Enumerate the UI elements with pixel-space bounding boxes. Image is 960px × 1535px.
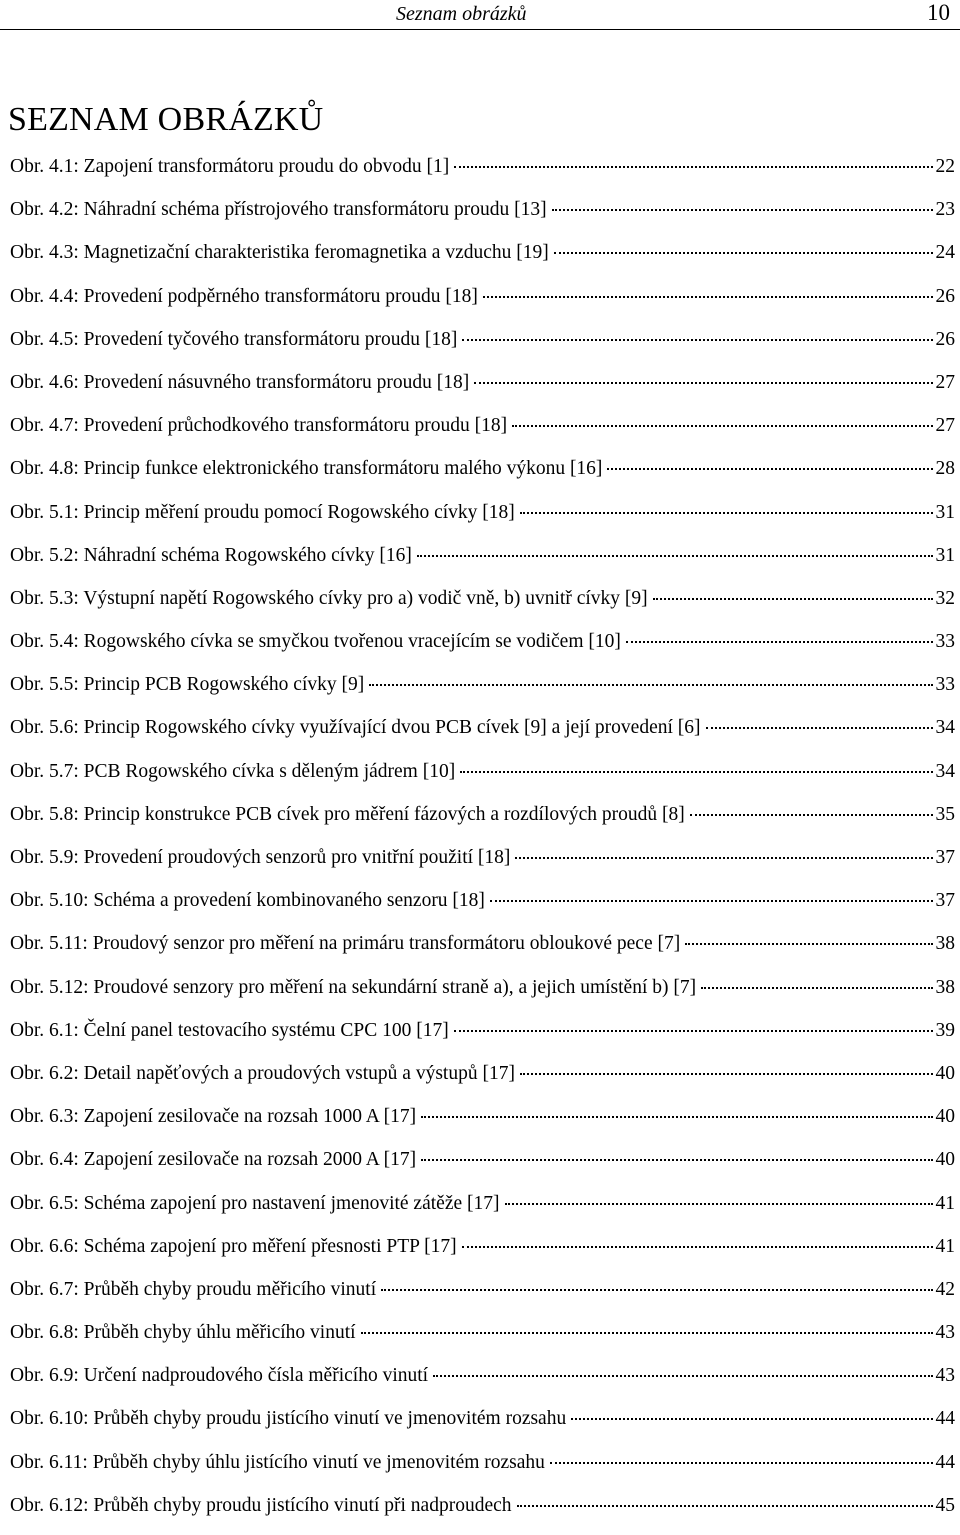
figure-entry-label: Obr. 5.9: Provedení proudových senzorů pro vnitřní použití [18] (10, 847, 511, 868)
figure-entry-page-number: 31 (935, 544, 955, 566)
dot-leader (550, 1461, 933, 1464)
dot-leader (517, 1504, 933, 1507)
figure-entry[interactable] (10, 1362, 955, 1405)
dot-leader (520, 511, 933, 514)
figure-entry[interactable] (10, 1103, 955, 1146)
dot-leader (552, 208, 933, 211)
dot-leader (483, 295, 933, 298)
figure-entry[interactable] (10, 628, 955, 671)
figure-entry[interactable] (10, 455, 955, 498)
figure-entry-page-number: 43 (935, 1365, 955, 1387)
figure-entry-page-number: 26 (935, 285, 955, 307)
figure-entry-page-number: 26 (935, 328, 955, 350)
figure-entry[interactable] (10, 283, 955, 326)
dot-leader (607, 467, 932, 470)
figure-entry-label: Obr. 4.7: Provedení průchodkového transformátoru proudu [18] (10, 415, 508, 437)
figure-entry-label: Obr. 6.2: Detail napěťových a proudových vstupů a výstupů [17] (10, 1062, 515, 1084)
figure-entry[interactable] (10, 1405, 955, 1448)
figure-entry[interactable] (10, 887, 955, 930)
figure-entry[interactable] (10, 1146, 955, 1189)
dot-leader (474, 381, 932, 384)
dot-leader (554, 251, 933, 254)
dot-leader (460, 770, 932, 773)
list-of-figures (10, 153, 955, 1535)
dot-leader (653, 597, 933, 600)
dot-leader (515, 856, 932, 859)
dot-leader (490, 899, 933, 902)
running-header-title: Seznam obrázků (396, 3, 527, 25)
figure-entry-label: Obr. 5.8: Princip konstrukce PCB cívek pro měření fázových a rozdílových proudů [8] (10, 803, 685, 825)
dot-leader (520, 1072, 933, 1075)
page-header (0, 0, 960, 30)
figure-entry-page-number: 44 (935, 1408, 955, 1430)
figure-entry-label: Obr. 6.5: Schéma zapojení pro nastavení jmenovité zátěže [17] (10, 1192, 500, 1214)
dot-leader (433, 1374, 932, 1377)
figure-entry-page-number: 44 (935, 1451, 955, 1473)
figure-entry-label: Obr. 6.4: Zapojení zesilovače na rozsah 2000 A [17] (10, 1149, 417, 1171)
dot-leader (685, 942, 932, 945)
figure-entry[interactable] (10, 239, 955, 282)
figure-entry-label: Obr. 5.3: Výstupní napětí Rogowského cívky pro a) vodič vně, b) uvnitř cívky [9] (10, 587, 648, 609)
figure-entry-label: Obr. 5.10: Schéma a provedení kombinovaného senzoru [18] (10, 890, 485, 912)
figure-entry-label: Obr. 6.11: Průběh chyby úhlu jistícího vinutí ve jmenovitém rozsahu (10, 1451, 545, 1473)
figure-entry-label: Obr. 5.2: Náhradní schéma Rogowského cívky [16] (10, 544, 412, 566)
dot-leader (505, 1202, 933, 1205)
dot-leader (706, 726, 933, 729)
dot-leader (417, 554, 933, 557)
figure-entry-label: Obr. 6.3: Zapojení zesilovače na rozsah 1000 A [17] (10, 1106, 417, 1128)
figure-entry-label: Obr. 4.1: Zapojení transformátoru proudu do obvodu [1] (10, 156, 450, 177)
figure-entry-page-number: 34 (935, 717, 955, 739)
figure-entry-page-number: 40 (935, 1106, 955, 1128)
figure-entry[interactable] (10, 758, 955, 801)
dot-leader (626, 640, 933, 643)
figure-entry-label: Obr. 5.7: PCB Rogowského cívka s děleným jádrem [10] (10, 760, 456, 782)
dot-leader (462, 1245, 933, 1248)
dot-leader (361, 1331, 933, 1334)
figure-entry-label: Obr. 6.6: Schéma zapojení pro měření přesnosti PTP [17] (10, 1235, 457, 1257)
page-number: 10 (927, 0, 950, 25)
dot-leader (701, 986, 932, 989)
figure-entry-label: Obr. 6.12: Průběh chyby proudu jistícího vinutí při nadproudech (10, 1494, 512, 1516)
figure-entry[interactable] (10, 930, 955, 973)
dot-leader (512, 424, 932, 427)
figure-entry-page-number: 27 (935, 415, 955, 437)
dot-leader (571, 1417, 932, 1420)
figure-entry-page-number: 39 (935, 1019, 955, 1041)
figure-entry-page-number: 41 (935, 1235, 955, 1257)
figure-entry-page-number: 40 (935, 1062, 955, 1084)
figure-entry-page-number: 37 (935, 847, 955, 868)
figure-entry-label: Obr. 5.4: Rogowského cívka se smyčkou tvořenou vracejícím se vodičem [10] (10, 631, 621, 653)
figure-entry[interactable] (10, 974, 955, 1017)
figure-entry[interactable] (10, 196, 955, 239)
figure-entry[interactable] (10, 1060, 955, 1103)
figure-entry[interactable] (10, 153, 955, 196)
figure-entry-page-number: 38 (935, 933, 955, 955)
dot-leader (421, 1115, 932, 1118)
figure-entry-label: Obr. 6.9: Určení nadproudového čísla měřicího vinutí (10, 1365, 429, 1387)
figure-entry-label: Obr. 5.1: Princip měření proudu pomocí Rogowského cívky [18] (10, 501, 515, 523)
dot-leader (369, 683, 932, 686)
figure-entry-page-number: 31 (935, 501, 955, 523)
figure-entry-page-number: 38 (935, 976, 955, 998)
figure-entry[interactable] (10, 542, 955, 585)
figure-entry-page-number: 40 (935, 1149, 955, 1171)
figure-entry-label: Obr. 5.11: Proudový senzor pro měření na primáru transformátoru obloukové pece [7] (10, 933, 681, 955)
figure-entry-label: Obr. 4.4: Provedení podpěrného transformátoru proudu [18] (10, 285, 478, 307)
figure-entry-page-number: 33 (935, 631, 955, 653)
figure-entry[interactable] (10, 412, 955, 455)
figure-entry[interactable] (10, 1492, 955, 1535)
figure-entry[interactable] (10, 1233, 955, 1276)
figure-entry-page-number: 35 (935, 803, 955, 825)
figure-entry-label: Obr. 5.6: Princip Rogowského cívky využívající dvou PCB cívek [9] a její provedení [6] (10, 717, 701, 739)
figure-entry-page-number: 45 (935, 1494, 955, 1516)
figure-entry[interactable] (10, 1276, 955, 1319)
dot-leader (462, 338, 932, 341)
figure-entry-label: Obr. 4.3: Magnetizační charakteristika feromagnetika a vzduchu [19] (10, 242, 549, 264)
figure-entry-page-number: 23 (935, 199, 955, 221)
list-of-figures-heading: SEZNAM OBRÁZKŮ (8, 101, 324, 138)
figure-entry-page-number: 27 (935, 371, 955, 393)
figure-entry-label: Obr. 4.6: Provedení násuvného transformátoru proudu [18] (10, 371, 470, 393)
figure-entry-page-number: 22 (935, 156, 955, 177)
figure-entry[interactable] (10, 671, 955, 714)
figure-entry-page-number: 28 (935, 458, 955, 480)
dot-leader (454, 1029, 933, 1032)
figure-entry-page-number: 34 (935, 760, 955, 782)
figure-entry-page-number: 43 (935, 1322, 955, 1344)
figure-entry[interactable] (10, 714, 955, 757)
figure-entry-label: Obr. 4.5: Provedení tyčového transformátoru proudu [18] (10, 328, 458, 350)
figure-entry[interactable] (10, 585, 955, 628)
figure-entry[interactable] (10, 499, 955, 542)
figure-entry[interactable] (10, 326, 955, 369)
figure-entry[interactable] (10, 1017, 955, 1060)
figure-entry-page-number: 37 (935, 890, 955, 912)
dot-leader (421, 1158, 932, 1161)
dot-leader (381, 1288, 932, 1291)
dot-leader (454, 165, 932, 168)
figure-entry-label: Obr. 6.8: Průběh chyby úhlu měřicího vinutí (10, 1322, 356, 1344)
figure-entry-label: Obr. 5.5: Princip PCB Rogowského cívky [9] (10, 674, 365, 696)
figure-entry[interactable] (10, 1190, 955, 1233)
figure-entry-page-number: 41 (935, 1192, 955, 1214)
figure-entry-label: Obr. 4.2: Náhradní schéma přístrojového transformátoru proudu [13] (10, 199, 547, 221)
figure-entry-page-number: 32 (935, 587, 955, 609)
figure-entry-label: Obr. 4.8: Princip funkce elektronického transformátoru malého výkonu [16] (10, 458, 603, 480)
figure-entry[interactable] (10, 801, 955, 844)
figure-entry-label: Obr. 6.10: Průběh chyby proudu jistícího vinutí ve jmenovitém rozsahu (10, 1408, 567, 1430)
figure-entry-label: Obr. 5.12: Proudové senzory pro měření na sekundární straně a), a jejich umístění b) [7] (10, 976, 697, 998)
figure-entry[interactable] (10, 844, 955, 887)
figure-entry[interactable] (10, 369, 955, 412)
figure-entry-label: Obr. 6.1: Čelní panel testovacího systému CPC 100 [17] (10, 1019, 449, 1041)
figure-entry-label: Obr. 6.7: Průběh chyby proudu měřicího vinutí (10, 1278, 377, 1300)
dot-leader (690, 813, 933, 816)
figure-entry-page-number: 24 (935, 242, 955, 264)
figure-entry[interactable] (10, 1319, 955, 1362)
figure-entry[interactable] (10, 1449, 955, 1492)
figure-entry-page-number: 33 (935, 674, 955, 696)
figure-entry-page-number: 42 (935, 1278, 955, 1300)
